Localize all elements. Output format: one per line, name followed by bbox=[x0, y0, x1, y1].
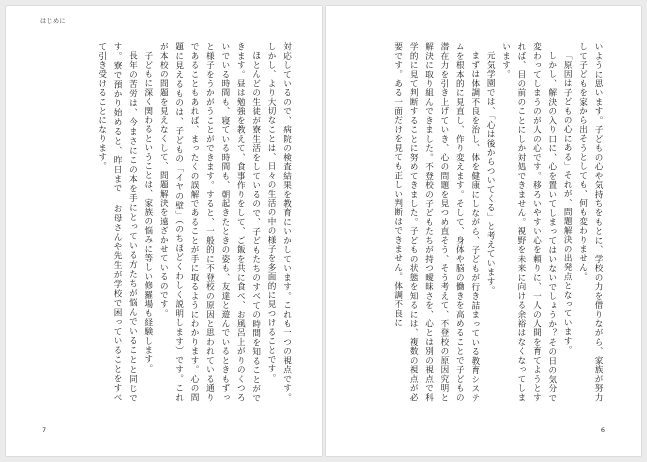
paragraph: 元気学園では、「心は後からついてくる」と考えています。 bbox=[485, 50, 496, 295]
paragraph: 子どもに深く関わるということは、家族の悩みに等しい修羅場も経験します。 bbox=[142, 50, 153, 373]
right-page bbox=[326, 6, 642, 456]
paragraph: まずは体調不良を治し、体を健康にしながら、子どもが行き詰まっている教育システムを根本的に見直し、作り変えます。そして、身体や脳の働きを高めることで子どもの潜在力を引き上げていき、心の問題を見つめ直そう、そう考えて、不登校の原因究明と解決に取り組んできました。不登校の子どもたちが持つ曖昧さを、心とは別の視点で科学的に見て判断することに努めてきました。子どもの状態を知るには、複数の視点が必要です。ある一面だけを見ても正しい判断はできません。体調不良に bbox=[392, 42, 480, 402]
running-head: はじめに bbox=[40, 18, 67, 25]
paragraph: 長年の苦労は、今まさにこの本を手にとっている方たちが悩んでいることと同じです。寮で預かり始めると、昨日まで お母さんや先生が学校で困っていることをすべて引き受けることになります。 bbox=[96, 42, 138, 402]
paragraph: 対応しているので、病院の検査結果を教育にいかしています。これも一つの視点です。しかし、より大切なことは、日々の生活の中の様子を多面的に見つけることです。 bbox=[266, 42, 292, 402]
paragraph: いように思います。子どもの心や気持ちをもとに、学校の力を借りながら、家族が努力して子どもを家から出そうとしても、何も変わりません。 bbox=[577, 42, 603, 402]
left-page bbox=[6, 6, 322, 456]
book-spread bbox=[6, 6, 641, 456]
right-page-body bbox=[347, 42, 605, 402]
page-number: 7 bbox=[42, 426, 47, 434]
left-page-body bbox=[38, 42, 294, 402]
paragraph: ほとんどの生徒が寮生活をしているので、子どもたちのすべての時間を知ることができます。昼は勉強を教えて、食事作りをして、ご飯を共に食べ、お風呂上がりのくつろいでいる時間も、寝ている時間も、朝起きたときの姿も、友達と遊んでいるときもずっと様子をうかがうことができます。すると、一般的に不登校の原因と思われている通りであることもあれば、まったくの誤解であることが手に取るようにわかります。心の問題に見えるものは、子どもの「イヤの壁」（のちほどくわしく説明します）です。これが本校の問題を見えなくして、問題解決を遠ざかせているのです。 bbox=[158, 42, 261, 402]
paragraph: 「原因は子どもの心にある」それが、問題解決の出発点となっています。 bbox=[562, 50, 573, 355]
paragraph: しかし、解決の入り口に、心を置いてしまってはいないでしょうか？その日の気分で変わってしまうのが人の心です。移ろいやすい心を頼りに、一人の人間を育てようとすれば、目の前のことにしか対処できません。視野を未来に向ける余裕はなくなってしまいます。 bbox=[500, 42, 557, 402]
page-number: 6 bbox=[600, 426, 605, 434]
